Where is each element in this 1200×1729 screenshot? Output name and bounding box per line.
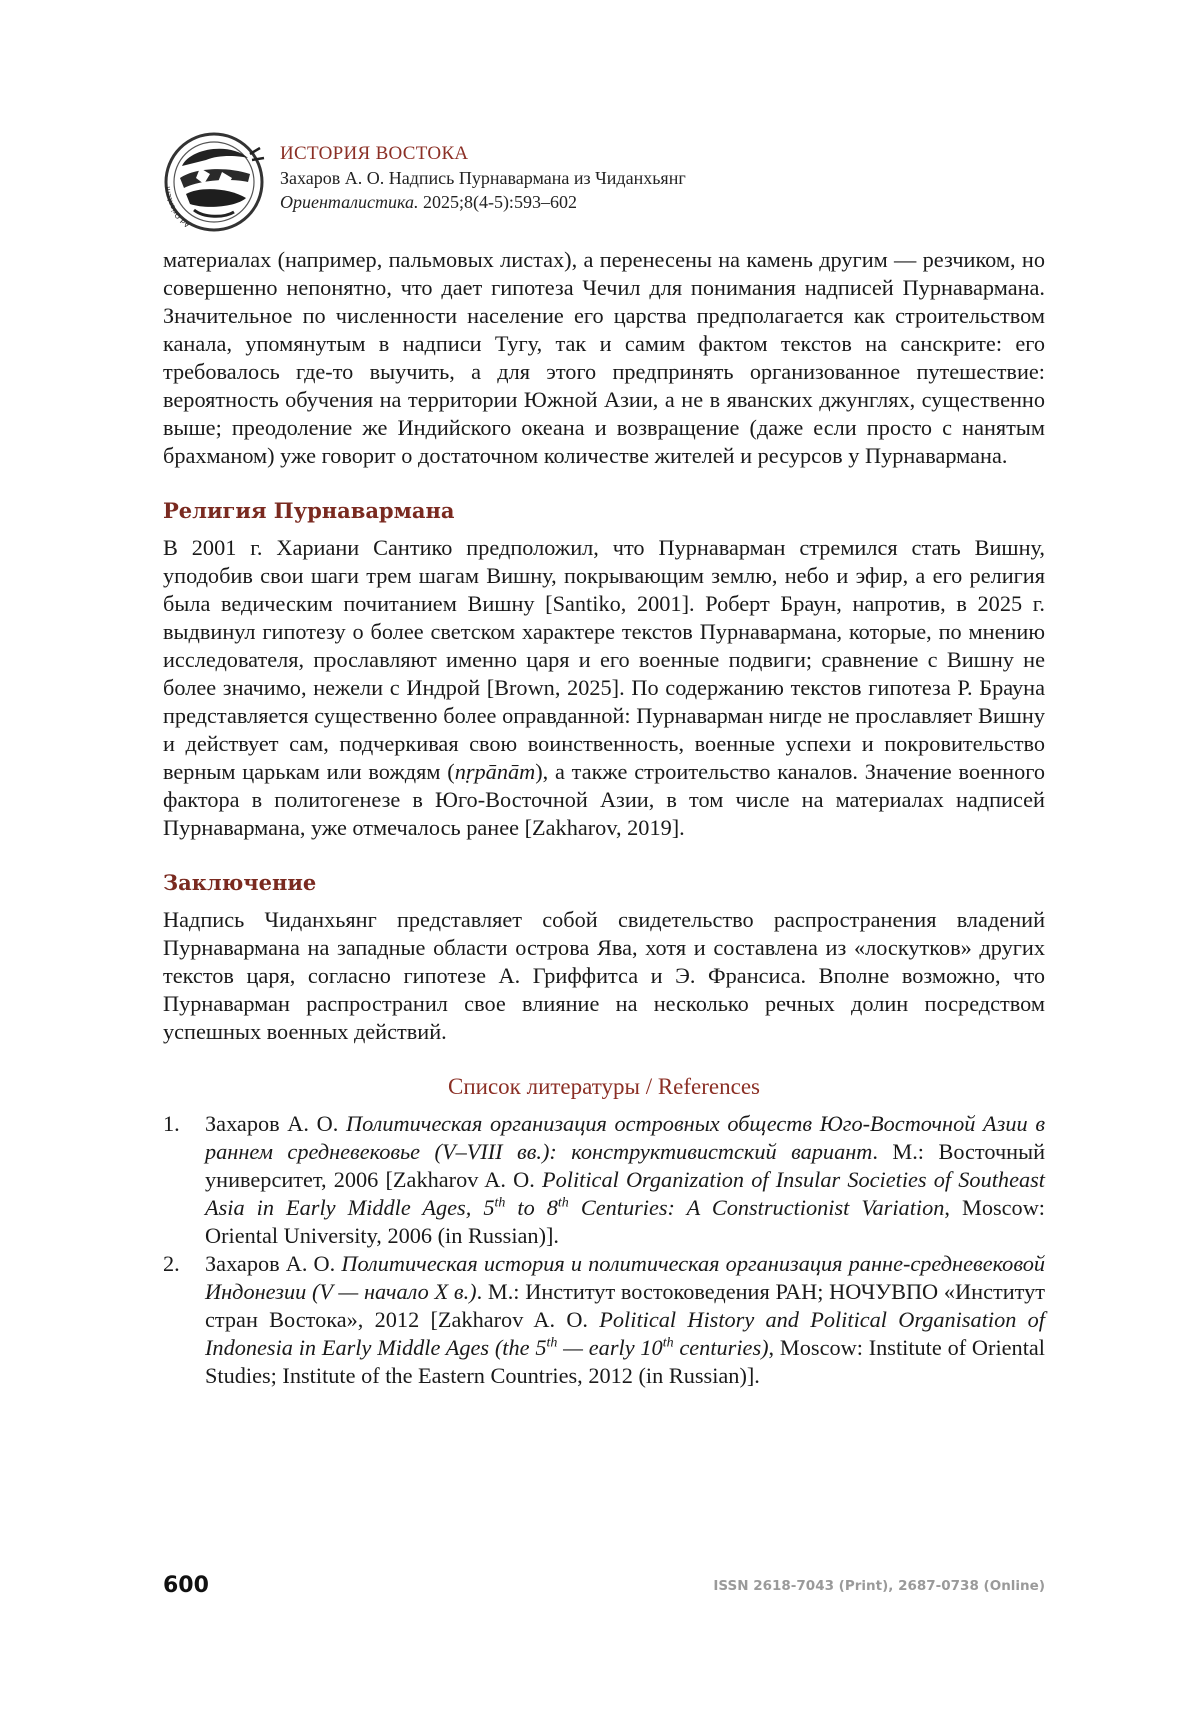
reference-title-en-part: Centuries: A Constructionist Variation bbox=[568, 1195, 945, 1220]
article-running-title: Захаров А. О. Надпись Пурнавармана из Чиданхьянг bbox=[280, 168, 686, 188]
reference-title-en-part: — early 10 bbox=[557, 1335, 663, 1360]
sanskrit-term: nṛpānām bbox=[454, 759, 536, 784]
reference-title-en-part: to 8 bbox=[505, 1195, 558, 1220]
reference-title-en-part: centuries) bbox=[673, 1335, 769, 1360]
citation-details: 2025;8(4-5):593–602 bbox=[418, 192, 577, 212]
citation-journal: Ориенталистика. bbox=[280, 192, 419, 212]
paragraph-1: материалах (например, пальмовых листах), а перенесены на камень другим — резчиком, но совершенно непонятно, что дает гипотеза Чечил для понимания надписей Пурнавармана. Значительное по численности население его царства предполагается как строительством канала, упомянутым в надписи Тугу, так и самим фактом текстов на санскрите: его требовалось где-то выучить, а для этого предпринять организованное путешествие: вероятность обучения на территории Южной Азии, а не в яванских джунглях, существенно выше; преодоление же Индийского океана и возвращение (даже если просто с нанятым брахманом) уже говорит о достаточном количестве жителей и ресурсов у Пурнавармана. bbox=[163, 247, 1045, 468]
reference-publisher-ru: . М.: Восточный университет, 2006 [Zakharov A. O. bbox=[205, 1139, 1045, 1192]
reference-title-ru: Политическая история и политическая организация ранне-средневековой Индонезии (V — начало X в.) bbox=[205, 1251, 1045, 1304]
paragraph-2-part-a: В 2001 г. Хариани Сантико предположил, что Пурнаварман стремился стать Вишну, уподобив свои шаги трем шагам Вишну, покрывающим землю, небо и эфир, а его религия была ведическим почитанием Вишну [Santiko, 2001]. Роберт Браун, напротив, в 2025 г. выдвинул гипотезу о более светском характере текстов Пурнавармана, которые, по мнению исследователя, прославляют именно царя и его военные подвиги; сравнение с Вишну не более значимо, нежели с Индрой [Brown, 2025]. По содержанию текстов гипотеза Р. Брауна представляется существенно более оправданной: Пурнаварман нигде не прославляет Вишну и действует сам, подчеркивая свою воинственность, военные успехи и покровительство верным царькам или вождям ( bbox=[163, 535, 1045, 784]
section-heading-religion: Религия Пурнавармана bbox=[163, 498, 455, 523]
reference-title-en-part: Political History and Political Organisation of Indonesia in Early Middle Ages (the 5 bbox=[205, 1307, 1045, 1360]
ordinal-suffix: th bbox=[557, 1195, 569, 1211]
reference-publisher-en: , Moscow: Institute of Oriental Studies; Institute of the Eastern Countries, 2012 (in Russian)]. bbox=[205, 1335, 1045, 1388]
reference-number: 1. bbox=[163, 1111, 180, 1136]
citation-line bbox=[280, 190, 686, 214]
page-footer bbox=[163, 1573, 1045, 1603]
ordinal-suffix: th bbox=[662, 1335, 674, 1351]
reference-publisher-ru: . М.: Институт востоковедения РАН; НОЧУВПО «Институт стран Востока», 2012 [Zakharov A. O. bbox=[205, 1279, 1045, 1332]
section-heading-conclusion: Заключение bbox=[163, 870, 317, 895]
reference-author: Захаров А. О. bbox=[205, 1111, 346, 1136]
journal-name: ИСТОРИЯ ВОСТОКА bbox=[280, 143, 469, 164]
reference-publisher-en: , Moscow: Oriental University, 2006 (in Russian)]. bbox=[205, 1195, 1045, 1248]
page-number: 600 bbox=[163, 1573, 209, 1598]
journal-logo-emblem bbox=[160, 128, 268, 236]
ordinal-suffix: th bbox=[494, 1195, 506, 1211]
references-list bbox=[163, 1110, 1045, 1390]
reference-item bbox=[163, 1250, 1045, 1390]
page-header bbox=[160, 128, 1060, 238]
logo-ring-text: Ad Orientem bbox=[163, 186, 192, 229]
references-heading: Список литературы / References bbox=[448, 1074, 760, 1099]
paragraph-2 bbox=[163, 534, 1045, 842]
reference-author: Захаров А. О. bbox=[205, 1251, 342, 1276]
reference-title-ru: Политическая организация островных обществ Юго-Восточной Азии в раннем средневековье (V–VIII вв.): конструктивистский вариант bbox=[205, 1111, 1045, 1164]
reference-title-en-part: Political Organization of Insular Societies of Southeast Asia in Early Middle Ages, 5 bbox=[205, 1167, 1045, 1220]
reference-number: 2. bbox=[163, 1251, 180, 1276]
reference-item bbox=[163, 1110, 1045, 1250]
paragraph-2-part-b: ), а также строительство каналов. Значение военного фактора в политогенезе в Юго-Восточной Азии, в том числе на материалах надписей Пурнавармана, уже отмечалось ранее [Zakharov, 2019]. bbox=[163, 759, 1045, 840]
issn-line: ISSN 2618-7043 (Print), 2687-0738 (Online) bbox=[713, 1578, 1045, 1594]
paragraph-3: Надпись Чиданхьянг представляет собой свидетельство распространения владений Пурнавармана на западные области острова Ява, хотя и составлена из «лоскутков» других текстов царя, согласно гипотезе А. Гриффитса и Э. Франсиса. Вполне возможно, что Пурнаварман распространил свое влияние на несколько речных долин посредством успешных военных действий. bbox=[163, 907, 1045, 1044]
ordinal-suffix: th bbox=[546, 1335, 558, 1351]
article-body bbox=[163, 246, 1045, 1390]
